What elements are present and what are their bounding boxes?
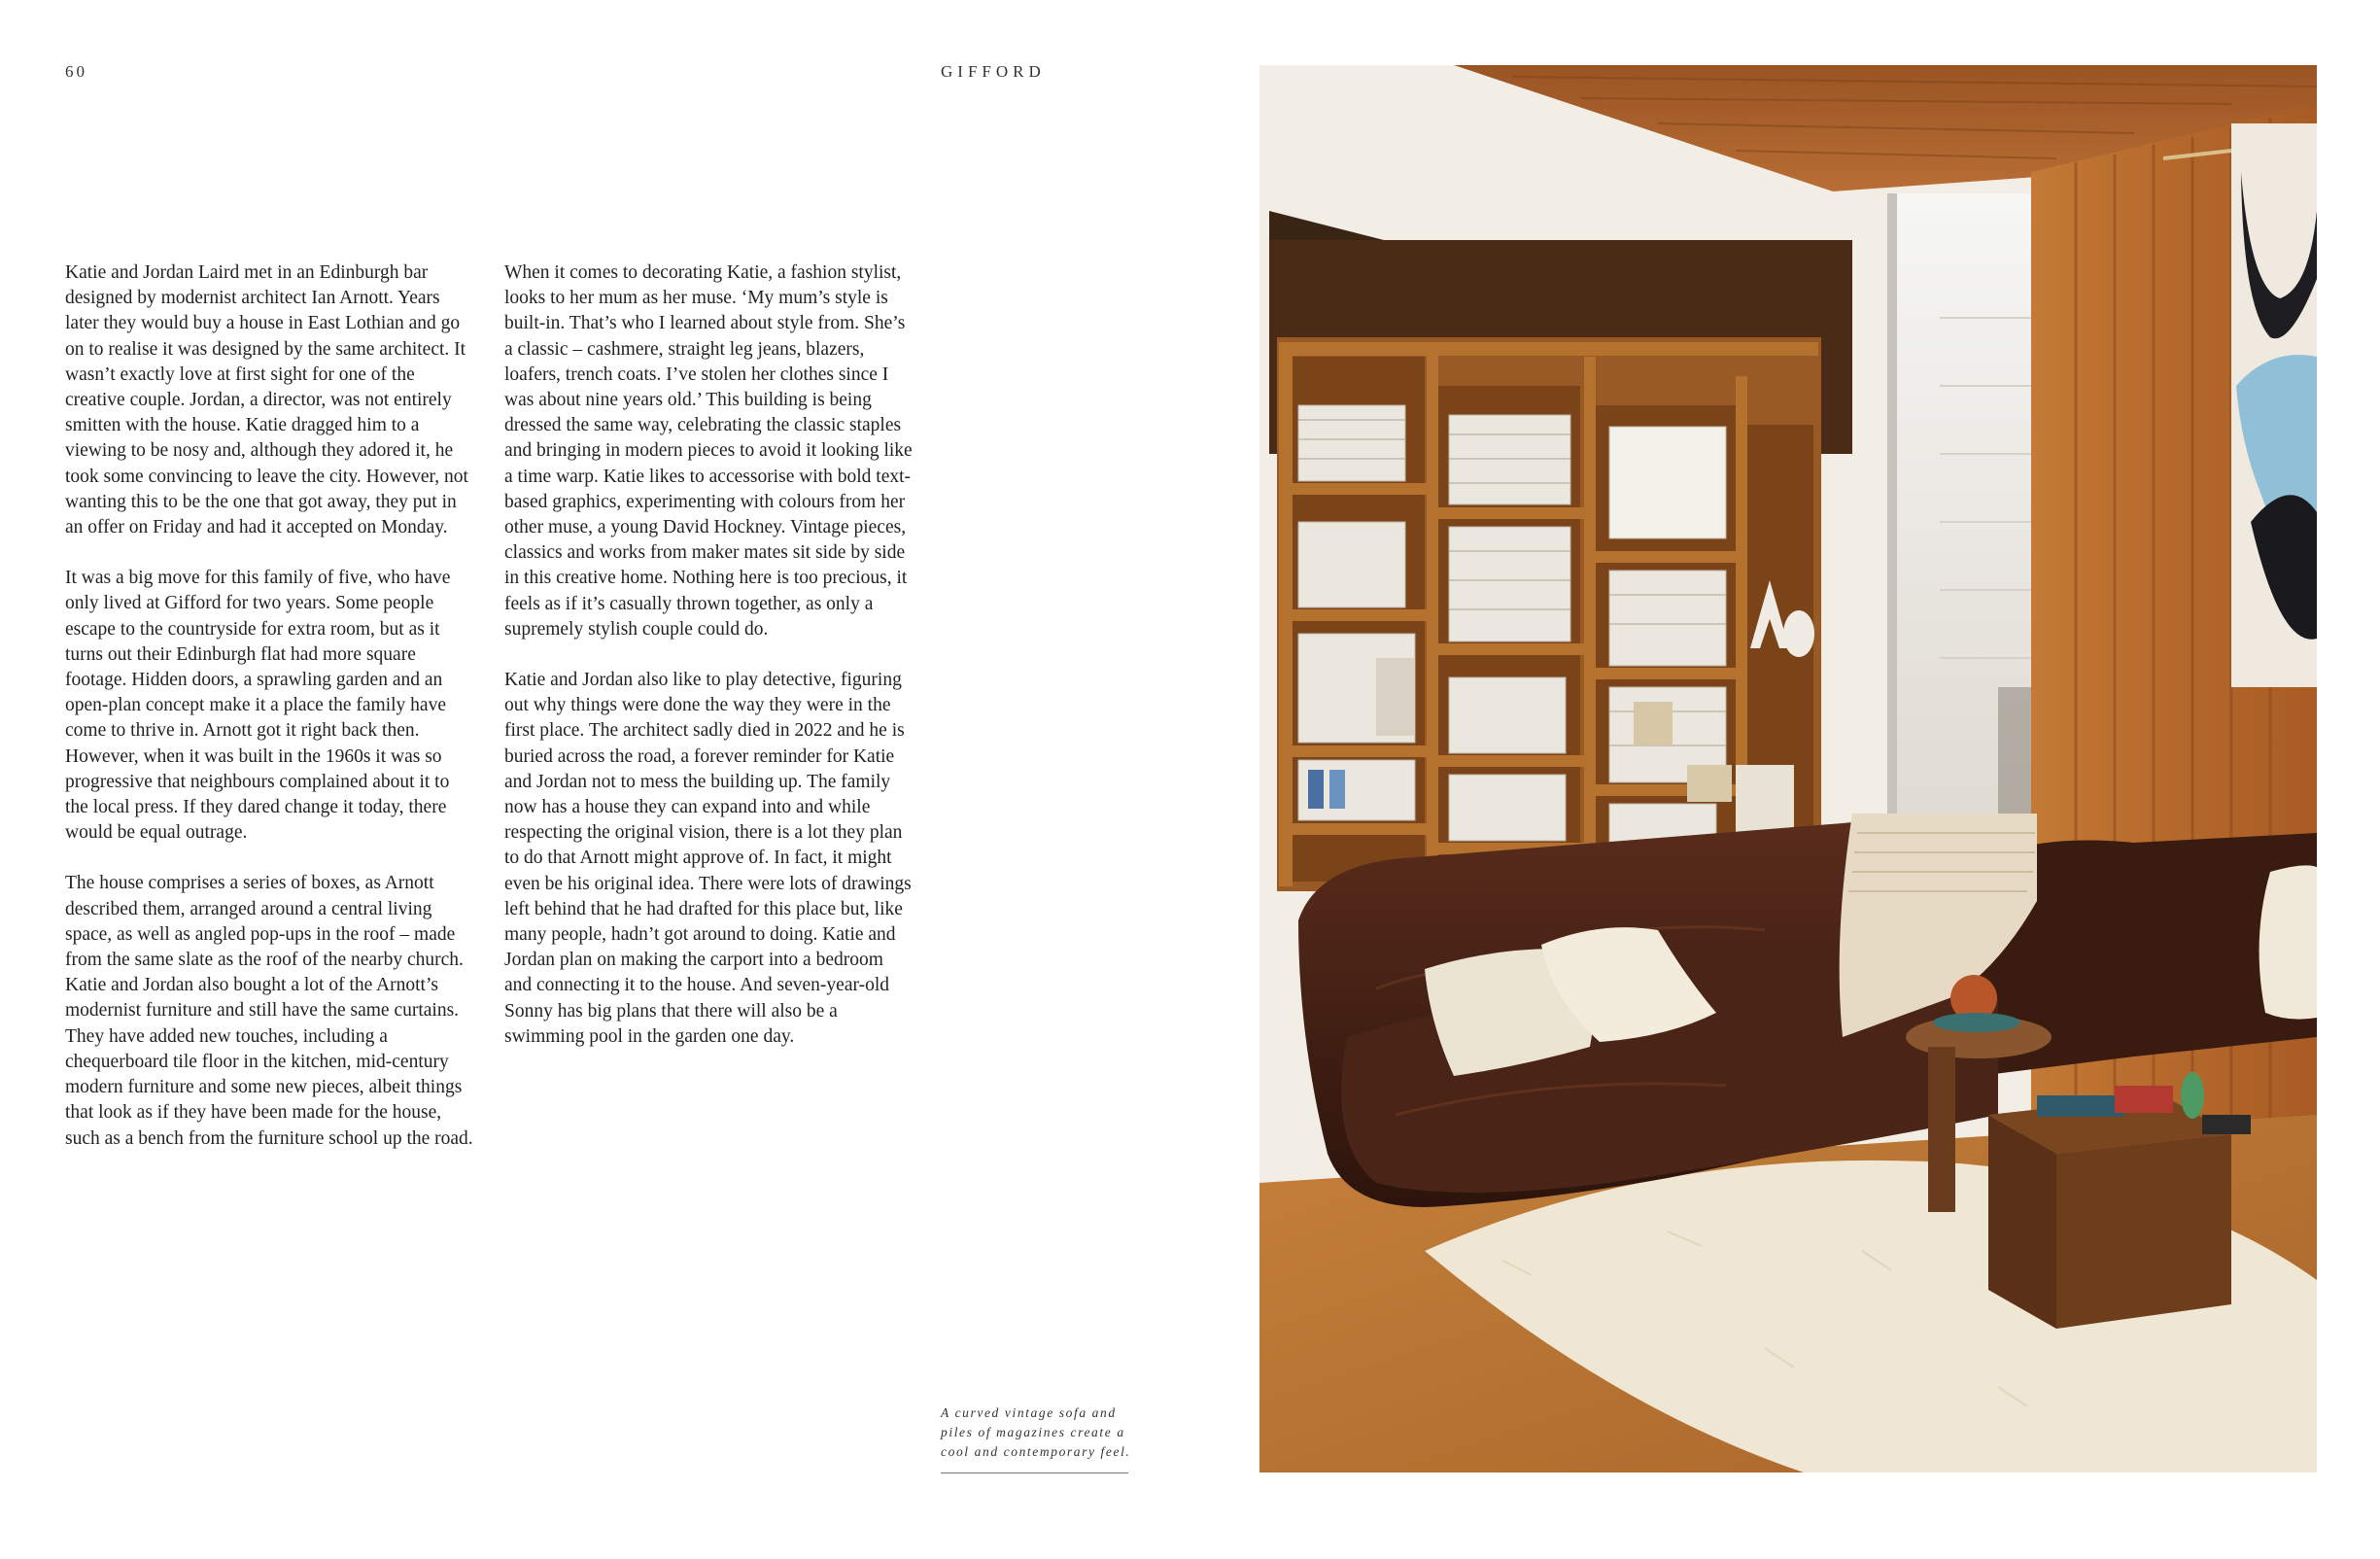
- bookshelf: [1277, 337, 1821, 891]
- page-folio: 60: [65, 62, 87, 81]
- text-column-1: [65, 260, 473, 1177]
- running-head: GIFFORD: [941, 62, 1046, 81]
- paragraph: The house comprises a series of boxes, as Arnott described them, arranged around a central living space, as well as angled pop-ups in the roof – made from the same slate as the roof of the nearby church. Katie and Jordan also bought a lot of the Arnott’s modernist furniture and still have the same curtains. They have added new touches, including a chequerboard tile floor in the kitchen, mid-century modern furniture and some new pieces, albeit things that look as if they have been made for the house, such as a bench from the furniture school up the road.: [65, 873, 473, 1149]
- photo-caption: A curved vintage sofa and piles of magazines create a cool and contemporary feel.: [941, 1405, 1131, 1459]
- living-room-photo: [1259, 65, 2317, 1472]
- paragraph: When it comes to decorating Katie, a fashion stylist, looks to her mum as her muse. ‘My mum’s style is built-in. That’s who I learned about style from. She’s a classic – cashmere, straight leg jeans, blazers, loafers, trench coats. I’ve stolen her clothes since I was about nine years old.’ This building is being dressed the same way, celebrating the classic staples and bringing in modern pieces to avoid it looking like a time warp. Katie likes to accessorise with bold text-based graphics, experimenting with colours from her other muse, a young David Hockney. Vintage pieces, classics and works from maker mates sit side by side in this creative home. Nothing here is too precious, it feels as if it’s casually thrown together, as only a supremely stylish couple could do.: [504, 262, 913, 640]
- paragraph: Katie and Jordan Laird met in an Edinburgh bar designed by modernist architect Ian Arnott. Years later they would buy a house in East Lothian and go on to realise it was designed by the same architect. It wasn’t exactly love at first sight for one of the creative couple. Jordan, a director, was not entirely smitten with the house. Katie dragged him to a viewing to be nosy and, although they adored it, he took some convincing to leave the city. However, not wanting this to be the one that got away, they put in an offer on Friday and had it accepted on Monday.: [65, 262, 468, 538]
- caption-rule: [941, 1472, 1128, 1473]
- text-column-2: [504, 260, 913, 1075]
- paragraph: It was a big move for this family of five, who have only lived at Gifford for two years. Some people escape to the countryside for extra room, but as it turns out their Edinburgh flat had more square footage. Hidden doors, a sprawling garden and an open-plan concept make it a place the family have come to thrive in. Arnott got it right back then. However, when it was built in the 1960s it was so progressive that neighbours complained about it to the local press. If they dared change it today, there would be equal outrage.: [65, 568, 451, 844]
- paragraph: Katie and Jordan also like to play detective, figuring out why things were done the way they were in the first place. The architect sadly died in 2022 and he is buried across the road, a forever reminder for Katie and Jordan not to mess the building up. The family now has a house they can expand into and while respecting the original vision, there is a lot they plan to do that Arnott might approve of. In fact, it might even be his original idea. There were lots of drawings left behind that he had drafted for this place but, like many people, hadn’t got around to doing. Katie and Jordan plan on making the carport into a bedroom and connecting it to the house. And seven-year-old Sonny has big plans that there will also be a swimming pool in the garden one day.: [504, 670, 912, 1047]
- cushion: [2259, 865, 2317, 1019]
